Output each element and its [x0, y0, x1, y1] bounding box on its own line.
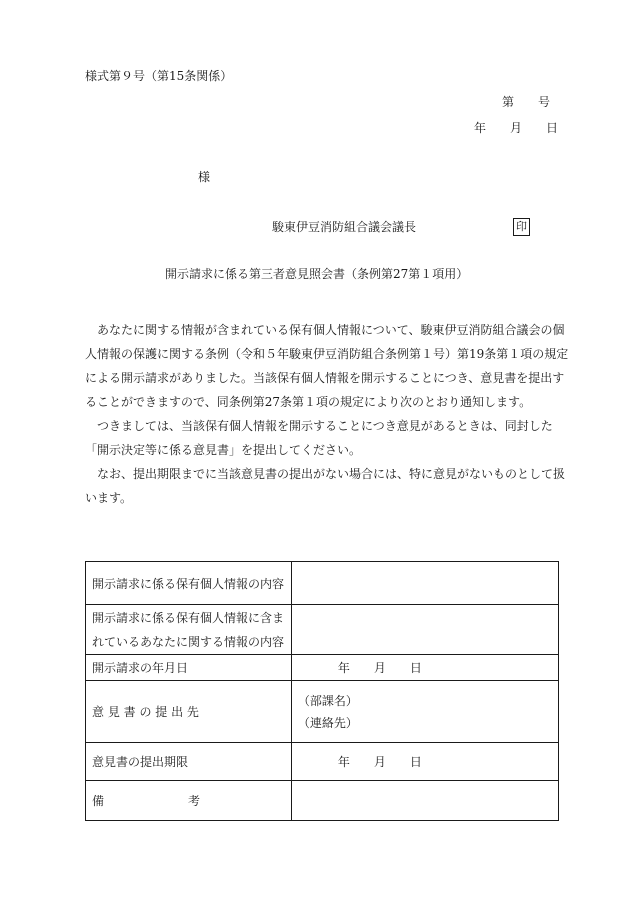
- contact-label: （連絡先）: [297, 715, 358, 730]
- table-row: [86, 743, 559, 781]
- table-row: [86, 781, 559, 821]
- row-label-request-date: 開示請求の年月日: [86, 655, 292, 681]
- row-value-requested-info: [291, 562, 558, 605]
- row-value-submission-destination: [291, 681, 558, 743]
- department-label: （部課名）: [297, 693, 358, 708]
- table-row: [86, 655, 559, 681]
- body-paragraph-2: つきましては、当該保有個人情報を開示することにつき意見があるときは、同封した「開示決定等に係る意見書」を提出してください。: [85, 419, 553, 457]
- seal-mark: 印: [513, 218, 530, 236]
- table-row: [86, 562, 559, 605]
- row-label-requested-info: 開示請求に係る保有個人情報の内容: [86, 562, 292, 605]
- document-title: 開示請求に係る第三者意見照会書（条例第27第１項用）: [165, 267, 469, 281]
- addressee-honorific: 様: [198, 170, 211, 184]
- form-number: 様式第９号（第15条関係）: [85, 69, 233, 83]
- document-number-line: 第 号: [502, 95, 551, 109]
- row-value-submission-deadline: 年 月 日: [291, 743, 558, 781]
- row-value-remarks: [291, 781, 558, 821]
- row-label-submission-deadline: 意見書の提出期限: [86, 743, 292, 781]
- row-label-remarks: 備 考: [86, 781, 292, 821]
- table-row: [86, 681, 559, 743]
- body-text: [85, 318, 575, 510]
- row-value-your-info: [291, 605, 558, 655]
- row-label-submission-destination: 意 見 書 の 提 出 先: [86, 681, 292, 743]
- table-row: [86, 605, 559, 655]
- row-value-request-date: 年 月 日: [291, 655, 558, 681]
- row-label-your-info: 開示請求に係る保有個人情報に含まれているあなたに関する情報の内容: [86, 605, 292, 655]
- document-date-line: 年 月 日: [474, 121, 559, 135]
- info-table: [85, 561, 559, 821]
- body-paragraph-1: あなたに関する情報が含まれている保有個人情報について、駿東伊豆消防組合議会の個人情報の保護に関する条例（令和５年駿東伊豆消防組合条例第１号）第19条第１項の規定による開示請求がありました。当該保有個人情報を開示することにつき、意見書を提出することができますので、同条例第27条第１項の規定により次のとおり通知します。: [85, 323, 569, 409]
- body-paragraph-3: なお、提出期限までに当該意見書の提出がない場合には、特に意見がないものとして扱います。: [85, 467, 566, 505]
- sender-title: 駿東伊豆消防組合議会議長: [272, 220, 417, 234]
